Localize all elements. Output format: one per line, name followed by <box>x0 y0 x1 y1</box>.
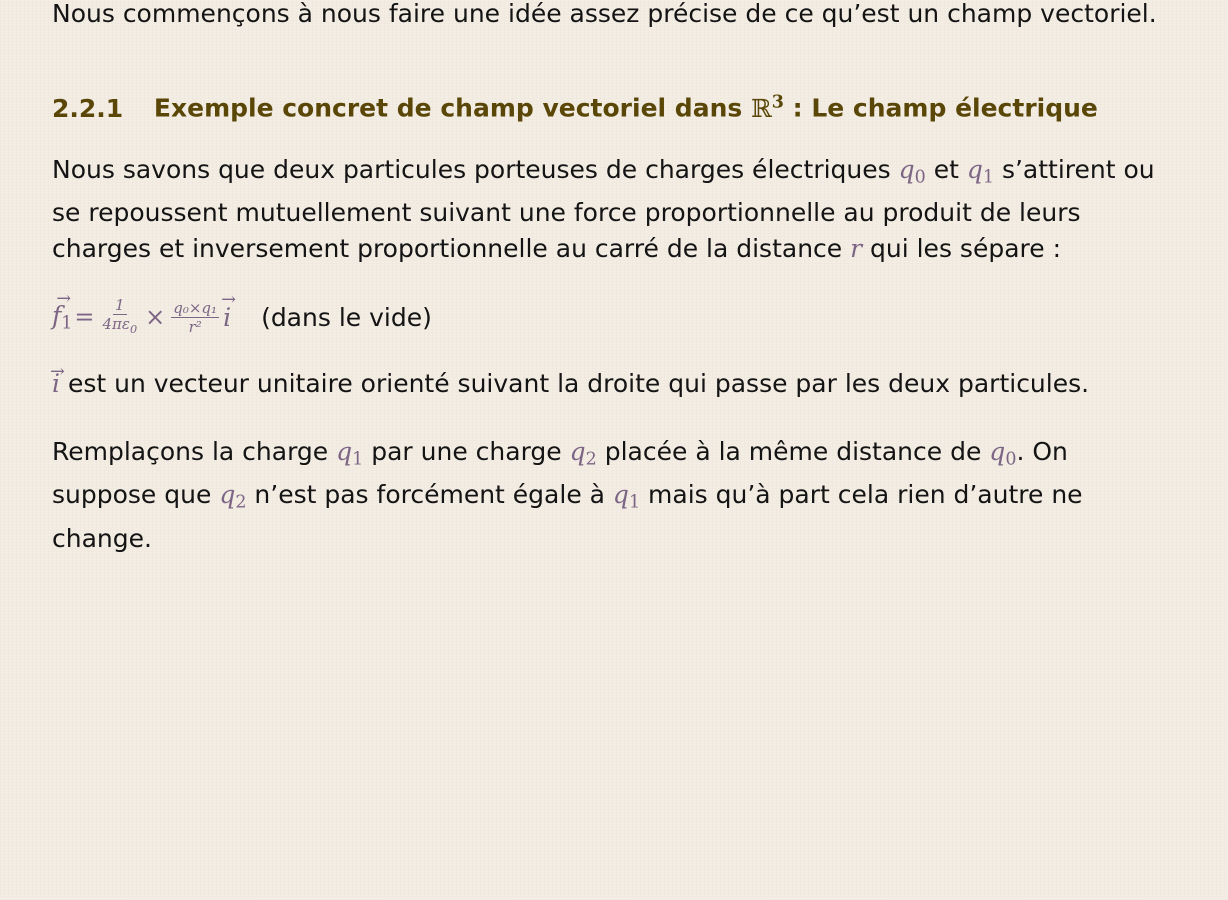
formula-note: (dans le vide) <box>261 302 432 332</box>
coulomb-formula <box>52 292 432 342</box>
intro-paragraph: Nous commençons à nous faire une idée assez précise de ce qu’est un champ vectoriel. <box>52 0 1157 28</box>
math-q1: $q_1$ <box>966 155 994 188</box>
fraction-charges: $\frac{\text{q₀×q₁}}{\text{r²}}$ <box>173 298 218 336</box>
paragraph-coulomb: Nous savons que deux particules porteuses de charges électriques $q_0$ et $q_1$ s’attirent ou se repoussent mutuellement suivant une force proportionnelle au produit de leurs charges et inversement proportionnelle au carré de la distance r qui les sépare : <box>52 155 1155 264</box>
fraction-constant: $\frac{1}{4\pi\varepsilon_0}$ <box>102 295 138 336</box>
math-i: → i <box>52 366 60 402</box>
paragraph-unit-vector: → i est un vecteur unitaire orienté suivant la droite qui passe par les deux particules. <box>52 366 1178 402</box>
section-title-set: ℝ$^3$ <box>750 92 784 123</box>
math-equals: = <box>74 303 95 331</box>
section-heading <box>52 84 1098 127</box>
math-q0: $q_0$ <box>898 155 926 188</box>
section-number: 2.2.1 <box>52 93 124 123</box>
math-r: r <box>850 234 863 264</box>
math-f1: → $f_1$ <box>52 301 72 333</box>
section-title-before: Exemple concret de champ vectoriel dans <box>153 93 751 123</box>
section-title-after: : Le champ électrique <box>792 93 1098 123</box>
math-unit-vector: → i <box>223 303 231 332</box>
paragraph-replacement: Remplaçons la charge $q_1$ par une charge $q_2$ placée à la même distance de $q_0$. On suppose que $q_2$ n’est pas forcément égale à $q_1$ mais qu’à part cela rien d’autre ne change. <box>52 437 1083 553</box>
math-times: × <box>145 303 166 331</box>
